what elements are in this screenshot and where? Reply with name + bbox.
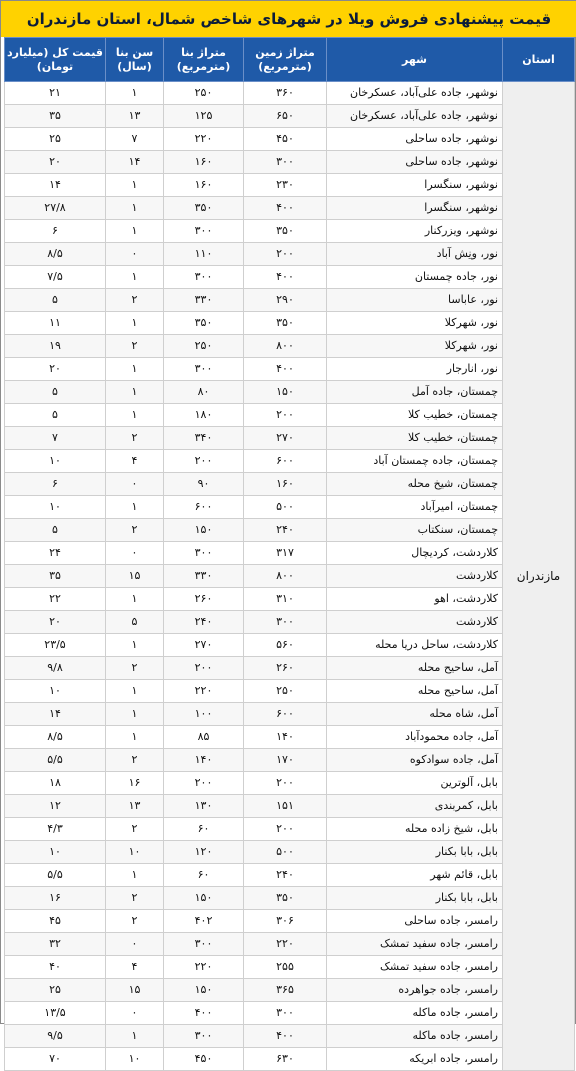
cell-city: آمل، جاده سوادکوه <box>327 749 503 772</box>
table-row <box>5 1002 575 1025</box>
cell-building-area: ۲۵۰ <box>164 82 244 105</box>
cell-building-age: ۰ <box>106 542 164 565</box>
cell-land-area: ۲۰۰ <box>244 404 327 427</box>
cell-building-area: ۱۴۰ <box>164 749 244 772</box>
cell-building-area: ۴۰۲ <box>164 910 244 933</box>
cell-city: چمستان، خطیب کلا <box>327 404 503 427</box>
cell-total-price: ۹/۸ <box>5 657 106 680</box>
cell-building-area: ۲۷۰ <box>164 634 244 657</box>
table-row <box>5 496 575 519</box>
cell-land-area: ۱۷۰ <box>244 749 327 772</box>
cell-building-age: ۲ <box>106 427 164 450</box>
cell-city: چمستان، خطیب کلا <box>327 427 503 450</box>
cell-land-area: ۲۰۰ <box>244 818 327 841</box>
cell-building-area: ۱۲۰ <box>164 841 244 864</box>
cell-city: چمستان، شیخ محله <box>327 473 503 496</box>
header-total-price: قیمت کل (میلیارد تومان) <box>5 38 106 82</box>
cell-total-price: ۲۲ <box>5 588 106 611</box>
cell-building-area: ۴۵۰ <box>164 1048 244 1071</box>
cell-building-age: ۱ <box>106 174 164 197</box>
table-row <box>5 519 575 542</box>
cell-building-area: ۳۰۰ <box>164 542 244 565</box>
cell-building-area: ۴۰۰ <box>164 1002 244 1025</box>
cell-city: آمل، شاه محله <box>327 703 503 726</box>
cell-building-age: ۱ <box>106 726 164 749</box>
cell-city: نور، عاباسا <box>327 289 503 312</box>
cell-building-area: ۹۰ <box>164 473 244 496</box>
table-row <box>5 657 575 680</box>
cell-city: بابل، بابا بکنار <box>327 887 503 910</box>
cell-total-price: ۱۶ <box>5 887 106 910</box>
table-row <box>5 542 575 565</box>
cell-building-age: ۱۰ <box>106 841 164 864</box>
cell-total-price: ۲۱ <box>5 82 106 105</box>
cell-building-area: ۳۳۰ <box>164 565 244 588</box>
cell-city: کلاردشت، اهو <box>327 588 503 611</box>
cell-land-area: ۴۰۰ <box>244 1025 327 1048</box>
cell-city: رامسر، جاده ساحلی <box>327 910 503 933</box>
table-row <box>5 312 575 335</box>
cell-land-area: ۴۰۰ <box>244 266 327 289</box>
table-row <box>5 956 575 979</box>
cell-total-price: ۳۲ <box>5 933 106 956</box>
cell-total-price: ۱۴ <box>5 174 106 197</box>
cell-building-age: ۲ <box>106 289 164 312</box>
cell-land-area: ۲۹۰ <box>244 289 327 312</box>
cell-total-price: ۱۲ <box>5 795 106 818</box>
cell-total-price: ۳۵ <box>5 105 106 128</box>
cell-building-age: ۱ <box>106 634 164 657</box>
cell-building-age: ۱ <box>106 220 164 243</box>
cell-building-area: ۲۴۰ <box>164 611 244 634</box>
cell-total-price: ۸/۵ <box>5 726 106 749</box>
cell-land-area: ۱۵۱ <box>244 795 327 818</box>
cell-building-age: ۱ <box>106 358 164 381</box>
cell-city: چمستان، سنکتاب <box>327 519 503 542</box>
cell-building-age: ۱۴ <box>106 151 164 174</box>
cell-city: آمل، جاده محمودآباد <box>327 726 503 749</box>
cell-total-price: ۲۰ <box>5 611 106 634</box>
cell-land-area: ۳۶۰ <box>244 82 327 105</box>
cell-city: بابل، بابا بکنار <box>327 841 503 864</box>
cell-land-area: ۴۰۰ <box>244 358 327 381</box>
page-title: قیمت پیشنهادی فروش ویلا در شهرهای شاخص شمال، استان مازندران <box>1 1 576 37</box>
cell-building-age: ۱ <box>106 864 164 887</box>
cell-total-price: ۱۸ <box>5 772 106 795</box>
cell-building-age: ۰ <box>106 473 164 496</box>
table-row <box>5 910 575 933</box>
cell-building-age: ۲ <box>106 887 164 910</box>
cell-total-price: ۷/۵ <box>5 266 106 289</box>
table-row <box>5 151 575 174</box>
cell-building-area: ۱۸۰ <box>164 404 244 427</box>
cell-land-area: ۶۰۰ <box>244 703 327 726</box>
cell-city: بابل، شیخ زاده محله <box>327 818 503 841</box>
cell-land-area: ۵۰۰ <box>244 841 327 864</box>
cell-building-area: ۳۰۰ <box>164 1025 244 1048</box>
cell-land-area: ۲۷۰ <box>244 427 327 450</box>
table-row <box>5 473 575 496</box>
table-row <box>5 864 575 887</box>
cell-total-price: ۵ <box>5 404 106 427</box>
cell-building-age: ۱ <box>106 404 164 427</box>
cell-building-age: ۱۳ <box>106 795 164 818</box>
cell-city: آمل، ساحیح محله <box>327 680 503 703</box>
cell-building-area: ۶۰ <box>164 818 244 841</box>
cell-land-area: ۱۴۰ <box>244 726 327 749</box>
cell-building-area: ۲۰۰ <box>164 772 244 795</box>
table-row <box>5 565 575 588</box>
cell-building-area: ۳۴۰ <box>164 427 244 450</box>
cell-building-age: ۲ <box>106 335 164 358</box>
cell-total-price: ۵ <box>5 381 106 404</box>
cell-land-area: ۲۰۰ <box>244 243 327 266</box>
cell-land-area: ۳۰۰ <box>244 151 327 174</box>
table-row <box>5 933 575 956</box>
cell-land-area: ۲۲۰ <box>244 933 327 956</box>
cell-land-area: ۳۵۰ <box>244 220 327 243</box>
cell-building-age: ۱ <box>106 703 164 726</box>
cell-land-area: ۱۶۰ <box>244 473 327 496</box>
cell-building-area: ۱۶۰ <box>164 174 244 197</box>
cell-total-price: ۲۵ <box>5 128 106 151</box>
cell-city: کلاردشت <box>327 565 503 588</box>
cell-land-area: ۶۰۰ <box>244 450 327 473</box>
cell-building-age: ۱۰ <box>106 1048 164 1071</box>
cell-land-area: ۳۶۵ <box>244 979 327 1002</box>
cell-total-price: ۱۰ <box>5 450 106 473</box>
cell-total-price: ۱۰ <box>5 680 106 703</box>
header-building-area: متراژ بنا (مترمربع) <box>164 38 244 82</box>
cell-building-area: ۳۵۰ <box>164 197 244 220</box>
cell-land-area: ۳۱۷ <box>244 542 327 565</box>
cell-land-area: ۲۰۰ <box>244 772 327 795</box>
table-row <box>5 128 575 151</box>
cell-building-age: ۱۳ <box>106 105 164 128</box>
table-row <box>5 381 575 404</box>
cell-total-price: ۵/۵ <box>5 864 106 887</box>
cell-building-area: ۳۰۰ <box>164 933 244 956</box>
cell-total-price: ۱۳/۵ <box>5 1002 106 1025</box>
cell-building-age: ۱ <box>106 496 164 519</box>
cell-land-area: ۲۳۰ <box>244 174 327 197</box>
cell-total-price: ۴/۳ <box>5 818 106 841</box>
header-building-age: سن بنا (سال) <box>106 38 164 82</box>
cell-total-price: ۶ <box>5 220 106 243</box>
cell-total-price: ۵/۵ <box>5 749 106 772</box>
cell-total-price: ۵ <box>5 519 106 542</box>
cell-total-price: ۲۳/۵ <box>5 634 106 657</box>
cell-city: نور، شهرکلا <box>327 312 503 335</box>
table-row <box>5 404 575 427</box>
cell-city: بابل، قائم شهر <box>327 864 503 887</box>
table-row <box>5 841 575 864</box>
cell-land-area: ۴۰۰ <box>244 197 327 220</box>
table-row <box>5 335 575 358</box>
table-row <box>5 887 575 910</box>
table-row <box>5 818 575 841</box>
cell-city: رامسر، جاده سفید تمشک <box>327 933 503 956</box>
cell-city: کلاردشت، ساحل دریا محله <box>327 634 503 657</box>
cell-land-area: ۲۴۰ <box>244 864 327 887</box>
cell-city: رامسر، جاده ماکله <box>327 1025 503 1048</box>
table-row <box>5 611 575 634</box>
cell-total-price: ۹/۵ <box>5 1025 106 1048</box>
header-land-area: متراژ زمین (مترمربع) <box>244 38 327 82</box>
cell-total-price: ۵ <box>5 289 106 312</box>
cell-city: نوشهر، جاده ساحلی <box>327 128 503 151</box>
cell-building-area: ۲۲۰ <box>164 128 244 151</box>
table-row <box>5 726 575 749</box>
cell-building-age: ۱ <box>106 197 164 220</box>
cell-city: رامسر، جاده سفید تمشک <box>327 956 503 979</box>
cell-land-area: ۳۰۰ <box>244 611 327 634</box>
cell-building-age: ۵ <box>106 611 164 634</box>
cell-building-age: ۱ <box>106 266 164 289</box>
cell-city: رامسر، جاده ابریکه <box>327 1048 503 1071</box>
cell-building-area: ۱۵۰ <box>164 519 244 542</box>
cell-city: آمل، ساحیح محله <box>327 657 503 680</box>
table-row <box>5 105 575 128</box>
cell-building-age: ۱۶ <box>106 772 164 795</box>
cell-building-area: ۳۳۰ <box>164 289 244 312</box>
cell-land-area: ۶۳۰ <box>244 1048 327 1071</box>
cell-total-price: ۱۱ <box>5 312 106 335</box>
cell-building-area: ۱۱۰ <box>164 243 244 266</box>
cell-land-area: ۳۵۰ <box>244 887 327 910</box>
cell-total-price: ۴۰ <box>5 956 106 979</box>
cell-land-area: ۶۵۰ <box>244 105 327 128</box>
cell-city: نور، ونِش آباد <box>327 243 503 266</box>
cell-city: چمستان، جاده آمل <box>327 381 503 404</box>
cell-total-price: ۱۰ <box>5 496 106 519</box>
cell-city: نوشهر، سنگسرا <box>327 197 503 220</box>
table-row <box>5 427 575 450</box>
cell-total-price: ۲۵ <box>5 979 106 1002</box>
table-row <box>5 979 575 1002</box>
cell-building-age: ۰ <box>106 1002 164 1025</box>
villa-price-table <box>4 37 575 1071</box>
table-row <box>5 772 575 795</box>
cell-total-price: ۱۴ <box>5 703 106 726</box>
cell-building-area: ۲۰۰ <box>164 450 244 473</box>
table-row <box>5 289 575 312</box>
cell-building-age: ۱۵ <box>106 979 164 1002</box>
cell-building-age: ۲ <box>106 818 164 841</box>
cell-building-area: ۱۰۰ <box>164 703 244 726</box>
table-row <box>5 795 575 818</box>
table-row <box>5 749 575 772</box>
table-row <box>5 82 575 105</box>
cell-total-price: ۳۵ <box>5 565 106 588</box>
table-row <box>5 634 575 657</box>
cell-total-price: ۶ <box>5 473 106 496</box>
cell-building-area: ۶۰ <box>164 864 244 887</box>
cell-city: نوشهر، جاده ساحلی <box>327 151 503 174</box>
cell-building-age: ۱ <box>106 381 164 404</box>
table-row <box>5 1025 575 1048</box>
cell-building-age: ۱ <box>106 588 164 611</box>
cell-building-area: ۳۵۰ <box>164 312 244 335</box>
cell-total-price: ۱۹ <box>5 335 106 358</box>
cell-building-area: ۲۰۰ <box>164 657 244 680</box>
cell-building-age: ۱۵ <box>106 565 164 588</box>
cell-land-area: ۲۴۰ <box>244 519 327 542</box>
table-row <box>5 220 575 243</box>
cell-total-price: ۷۰ <box>5 1048 106 1071</box>
header-province: استان <box>503 38 575 82</box>
table-row <box>5 680 575 703</box>
cell-land-area: ۲۵۰ <box>244 680 327 703</box>
cell-building-age: ۲ <box>106 657 164 680</box>
cell-building-age: ۱ <box>106 312 164 335</box>
cell-land-area: ۸۰۰ <box>244 565 327 588</box>
table-row <box>5 243 575 266</box>
cell-land-area: ۱۵۰ <box>244 381 327 404</box>
table-row <box>5 450 575 473</box>
cell-total-price: ۲۴ <box>5 542 106 565</box>
cell-building-age: ۱ <box>106 680 164 703</box>
cell-city: نور، شهرکلا <box>327 335 503 358</box>
cell-land-area: ۲۵۵ <box>244 956 327 979</box>
cell-total-price: ۸/۵ <box>5 243 106 266</box>
table-row <box>5 266 575 289</box>
cell-building-age: ۴ <box>106 956 164 979</box>
cell-city: کلاردشت <box>327 611 503 634</box>
cell-city: نوشهر، ویزرکنار <box>327 220 503 243</box>
cell-land-area: ۳۱۰ <box>244 588 327 611</box>
table-row <box>5 174 575 197</box>
cell-total-price: ۲۰ <box>5 358 106 381</box>
cell-building-area: ۸۰ <box>164 381 244 404</box>
cell-building-area: ۱۵۰ <box>164 887 244 910</box>
cell-building-area: ۶۰۰ <box>164 496 244 519</box>
cell-province: مازندران <box>503 82 575 1071</box>
cell-city: رامسر، جاده جواهرده <box>327 979 503 1002</box>
cell-total-price: ۱۰ <box>5 841 106 864</box>
cell-building-age: ۴ <box>106 450 164 473</box>
cell-total-price: ۲۷/۸ <box>5 197 106 220</box>
cell-building-age: ۲ <box>106 519 164 542</box>
cell-land-area: ۴۵۰ <box>244 128 327 151</box>
cell-city: چمستان، امیرآباد <box>327 496 503 519</box>
header-city: شهر <box>327 38 503 82</box>
cell-building-area: ۲۲۰ <box>164 680 244 703</box>
cell-building-age: ۰ <box>106 243 164 266</box>
cell-land-area: ۳۰۰ <box>244 1002 327 1025</box>
cell-building-age: ۰ <box>106 933 164 956</box>
cell-building-area: ۱۵۰ <box>164 979 244 1002</box>
cell-total-price: ۲۰ <box>5 151 106 174</box>
cell-land-area: ۸۰۰ <box>244 335 327 358</box>
cell-city: نور، انارجار <box>327 358 503 381</box>
cell-building-area: ۲۵۰ <box>164 335 244 358</box>
table-row <box>5 358 575 381</box>
cell-land-area: ۵۶۰ <box>244 634 327 657</box>
cell-building-area: ۱۳۰ <box>164 795 244 818</box>
cell-building-area: ۸۵ <box>164 726 244 749</box>
cell-land-area: ۵۰۰ <box>244 496 327 519</box>
cell-building-age: ۱ <box>106 1025 164 1048</box>
cell-building-age: ۲ <box>106 749 164 772</box>
cell-building-area: ۲۶۰ <box>164 588 244 611</box>
table-header-row <box>5 38 575 82</box>
cell-city: رامسر، جاده ماکله <box>327 1002 503 1025</box>
cell-land-area: ۲۶۰ <box>244 657 327 680</box>
table-row <box>5 588 575 611</box>
cell-total-price: ۷ <box>5 427 106 450</box>
cell-city: نور، جاده چمستان <box>327 266 503 289</box>
table-row <box>5 197 575 220</box>
table-row <box>5 1048 575 1071</box>
cell-city: کلاردشت، کردیچال <box>327 542 503 565</box>
cell-building-area: ۱۶۰ <box>164 151 244 174</box>
cell-building-age: ۲ <box>106 910 164 933</box>
cell-building-area: ۳۰۰ <box>164 266 244 289</box>
cell-building-area: ۲۲۰ <box>164 956 244 979</box>
cell-building-area: ۱۲۵ <box>164 105 244 128</box>
cell-city: چمستان، جاده چمستان آباد <box>327 450 503 473</box>
cell-building-age: ۱ <box>106 82 164 105</box>
cell-land-area: ۳۵۰ <box>244 312 327 335</box>
cell-city: نوشهر، جاده علی‌آباد، عسکرخان <box>327 105 503 128</box>
cell-building-area: ۳۰۰ <box>164 220 244 243</box>
cell-building-area: ۳۰۰ <box>164 358 244 381</box>
cell-land-area: ۳۰۶ <box>244 910 327 933</box>
cell-city: بابل، آلوترین <box>327 772 503 795</box>
cell-city: نوشهر، جاده علی‌آباد، عسکرخان <box>327 82 503 105</box>
cell-city: بابل، کمربندی <box>327 795 503 818</box>
cell-city: نوشهر، سنگسرا <box>327 174 503 197</box>
cell-total-price: ۴۵ <box>5 910 106 933</box>
cell-building-age: ۷ <box>106 128 164 151</box>
table-body <box>5 82 575 1071</box>
table-row <box>5 703 575 726</box>
